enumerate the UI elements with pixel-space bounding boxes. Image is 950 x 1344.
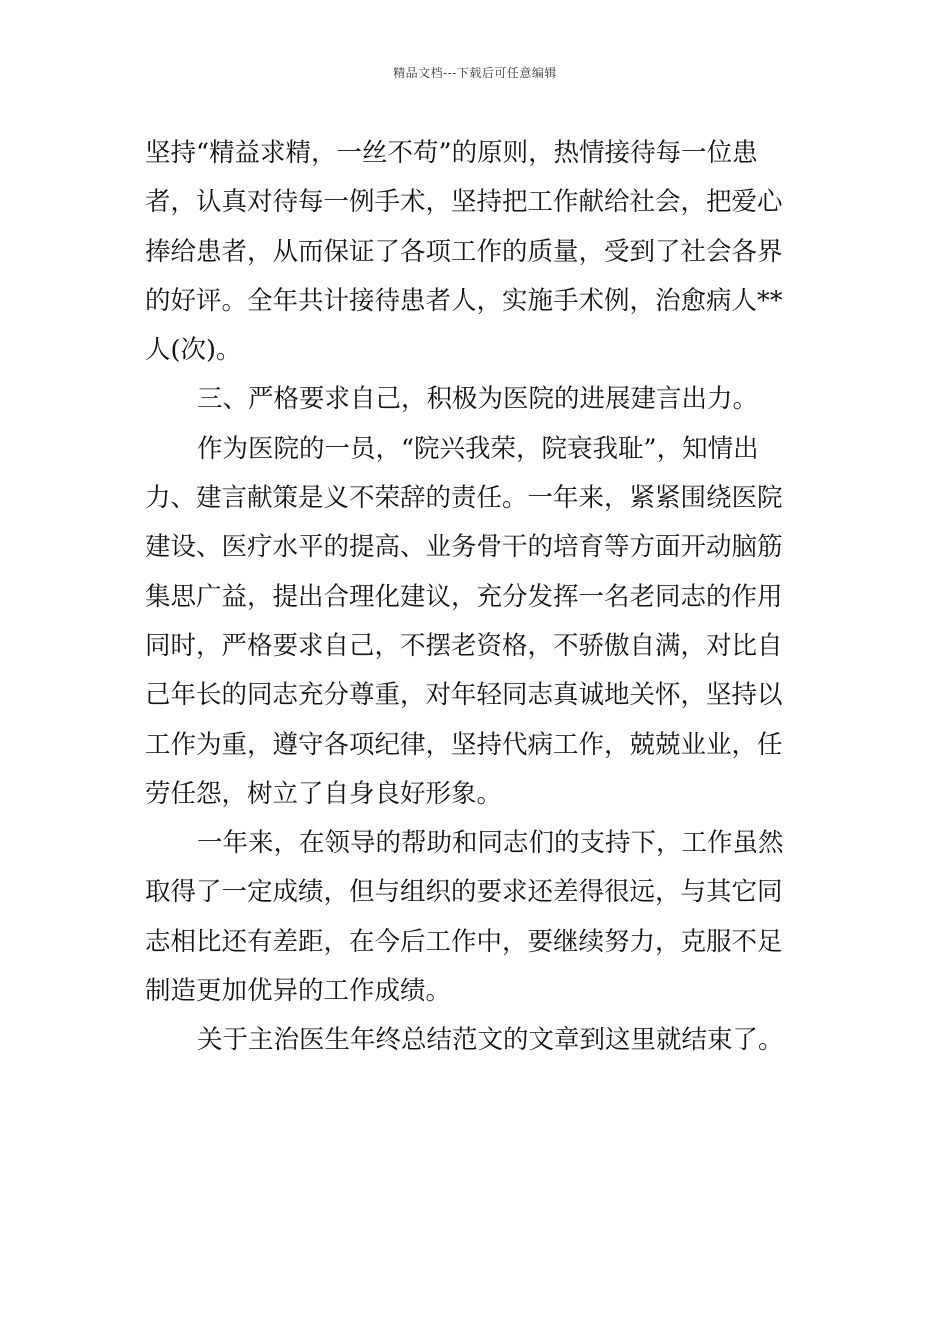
section-heading: 三、严格要求自己，积极为医院的进展建言出力。 — [197, 384, 759, 415]
text-line: 取得了一定成绩，但与组织的要求还差得很远，与其它同 — [145, 877, 783, 908]
text-line: 的好评。全年共计接待患者人，实施手术例，治愈病人** — [145, 285, 783, 316]
text-line: 一年来，在领导的帮助和同志们的支持下，工作虽然 — [197, 828, 784, 859]
document-body — [145, 129, 807, 1066]
text-line: 同时，严格要求自己，不摆老资格，不骄傲自满，对比自 — [145, 630, 783, 661]
text-line: 建设、医疗水平的提高、业务骨干的培育等方面开动脑筋 — [145, 532, 783, 563]
text-line: 制造更加优异的工作成绩。 — [145, 976, 452, 1007]
text-line: 坚持“精益求精，一丝不苟”的原则，热情接待每一位患 — [145, 138, 758, 168]
text-line: 集思广益，提出合理化建议，充分发挥一名老同志的作用 — [145, 581, 783, 612]
text-line: 人(次)。 — [145, 335, 242, 366]
page-header: 精品文档---下载后可任意编辑 — [393, 66, 557, 80]
text-line: 志相比还有差距，在今后工作中，要继续努力，克服不足 — [145, 926, 783, 957]
text-line: 己年长的同志充分尊重，对年轻同志真诚地关怀，坚持以 — [145, 680, 783, 711]
text-line: 作为医院的一员，“院兴我荣，院衰我耻”，知情出 — [197, 433, 759, 464]
text-line: 劳任怨，树立了自身良好形象。 — [145, 778, 503, 809]
closing-line: 关于主治医生年终总结范文的文章到这里就结束了。 — [197, 1025, 784, 1056]
text-line: 者，认真对待每一例手术，坚持把工作献给社会，把爱心 — [145, 187, 783, 218]
text-line: 力、建言献策是义不荣辞的责任。一年来，紧紧围绕医院 — [145, 483, 783, 514]
text-line: 工作为重，遵守各项纪律，坚持代病工作，兢兢业业，任 — [145, 729, 783, 760]
text-line: 捧给患者，从而保证了各项工作的质量，受到了社会各界 — [145, 236, 783, 267]
